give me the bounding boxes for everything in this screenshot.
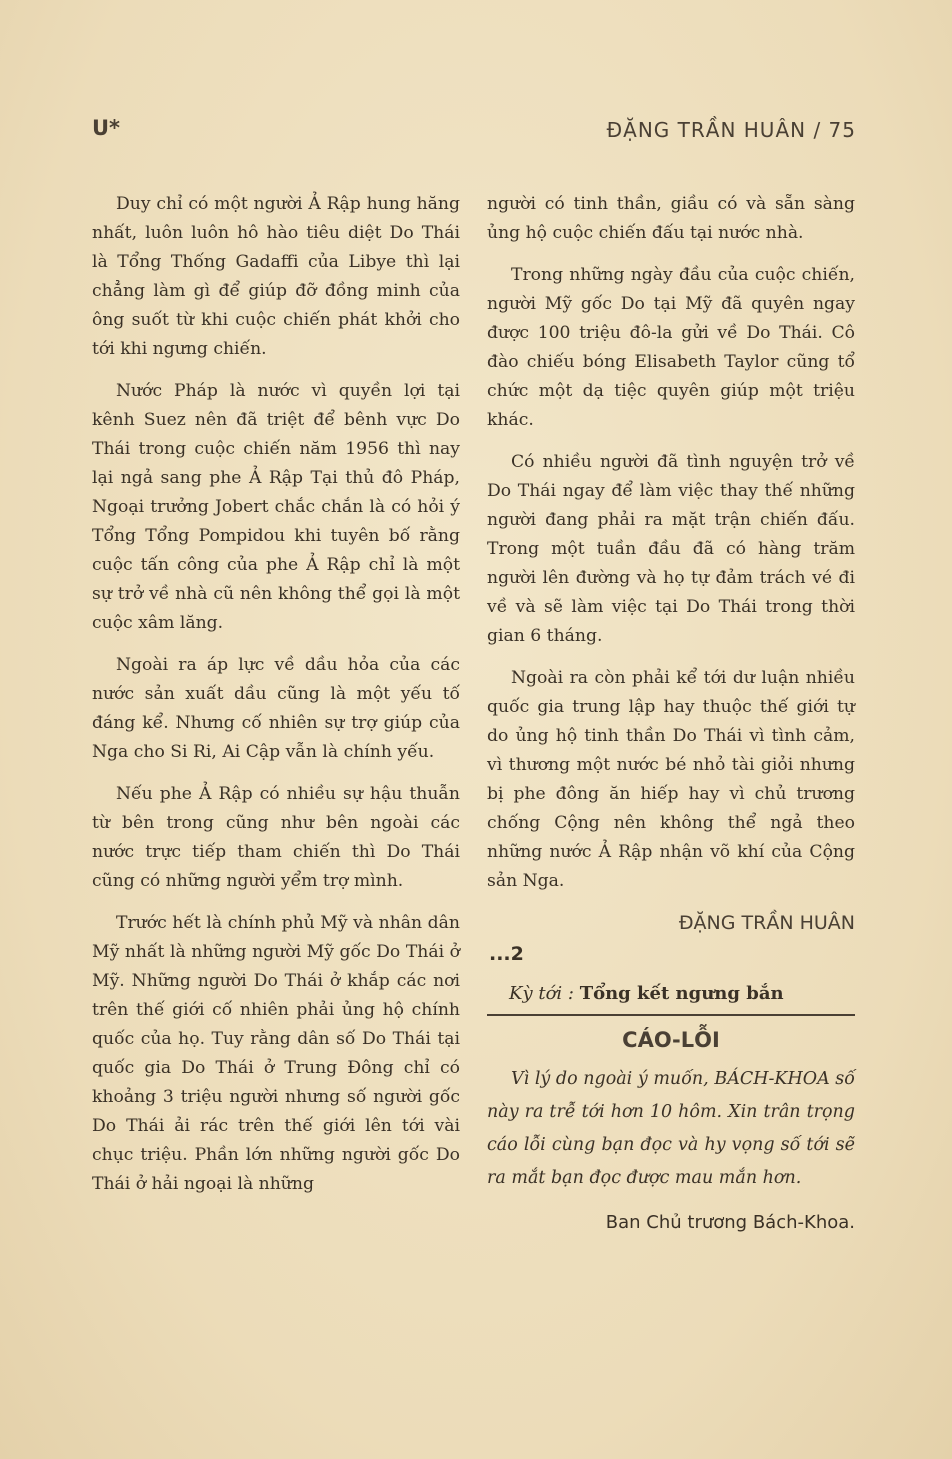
continued-marker: ...2: [489, 943, 524, 965]
running-header: ĐẶNG TRẦN HUÂN / 75: [606, 118, 856, 142]
right-column: [487, 190, 855, 1237]
paragraph: Có nhiều người đã tình nguyện trở về Do Thái ngay để làm việc thay thế những người đang phải ra mặt trận chiến đấu. Trong một tuần đầu đã có hàng trăm người lên đường và họ tự đảm trách vé đi về và sẽ làm việc tại Do Thái trong thời gian 6 tháng.: [487, 452, 855, 646]
author-signature: ĐẶNG TRẦN HUÂN: [678, 912, 855, 934]
next-issue-notice: [487, 975, 855, 1016]
header-mark: U*: [92, 116, 121, 140]
paragraph-continuation: người có tinh thần, giầu có và sẵn sàng ủng hộ cuộc chiến đấu tại nước nhà.: [487, 194, 855, 243]
next-issue-label: Kỳ tới :: [509, 983, 574, 1004]
left-column: [92, 190, 460, 1212]
paragraph: Nếu phe Ả Rập có nhiều sự hậu thuẫn từ bên trong cũng như bên ngoài các nước trực tiếp tham chiến thì Do Thái cũng có những người yểm trợ mình.: [92, 784, 460, 891]
paragraph: Ngoài ra áp lực về dầu hỏa của các nước sản xuất dầu cũng là một yếu tố đáng kể. Nhưng cố nhiên sự trợ giúp của Nga cho Si Ri, Ai Cập vẫn là chính yếu.: [92, 655, 460, 762]
paragraph: Nước Pháp là nước vì quyền lợi tại kênh Suez nên đã triệt để bênh vực Do Thái trong cuộc chiến năm 1956 thì nay lại ngả sang phe Ả Rập Tại thủ đô Pháp, Ngoại trưởng Jobert chắc chắn là có hỏi ý Tổng Tổng Pompidou khi tuyên bố rằng cuộc tấn công của phe Ả Rập chỉ là một sự trở về nhà cũ nên không thể gọi là một cuộc xâm lăng.: [92, 381, 460, 633]
next-issue-title: Tổng kết ngưng bắn: [579, 983, 784, 1004]
apology-title: CÁO-LỖI: [622, 1028, 720, 1052]
paragraph: Trước hết là chính phủ Mỹ và nhân dân Mỹ nhất là những người Mỹ gốc Do Thái ở Mỹ. Những người Do Thái ở khắp các nơi trên thế giới cố nhiên phải ủng hộ chính quốc của họ. Tuy rằng dân số Do Thái tại quốc gia Do Thái ở Trung Đông chỉ có khoảng 3 triệu người nhưng số người gốc Do Thái ải rác trên thế giới lên tới vài chục triệu. Phần lớn những người gốc Do Thái ở hải ngoại là những: [92, 913, 460, 1194]
paragraph: Duy chỉ có một người Ả Rập hung hăng nhất, luôn luôn hô hào tiêu diệt Do Thái là Tổng Thống Gadaffi của Libye thì lại chẳng làm gì để giúp đỡ đồng minh của ông suốt từ khi cuộc chiến phát khởi cho tới khi ngưng chiến.: [92, 194, 460, 359]
paragraph: Ngoài ra còn phải kể tới dư luận nhiều quốc gia trung lập hay thuộc thế giới tự do ủng hộ tinh thần Do Thái vì tình cảm, vì thương một nước bé nhỏ tài giỏi nhưng bị phe đông ăn hiếp hay vì chủ trương chống Cộng nên không thể ngả theo những nước Ả Rập nhận võ khí của Cộng sản Nga.: [487, 668, 855, 891]
apology-signature: Ban Chủ trương Bách-Khoa.: [605, 1212, 855, 1233]
paragraph: Trong những ngày đầu của cuộc chiến, người Mỹ gốc Do tại Mỹ đã quyên ngay được 100 triệu đô-la gửi về Do Thái. Cô đào chiếu bóng Elisabeth Taylor cũng tổ chức một dạ tiệc quyên giúp một triệu khác.: [487, 265, 855, 430]
apology-body: Vì lý do ngoài ý muốn, BÁCH-KHOA số này ra trễ tới hơn 10 hôm. Xin trân trọng cáo lỗi cùng bạn đọc và hy vọng số tới sẽ ra mắt bạn đọc được mau mắn hơn.: [487, 1069, 855, 1188]
